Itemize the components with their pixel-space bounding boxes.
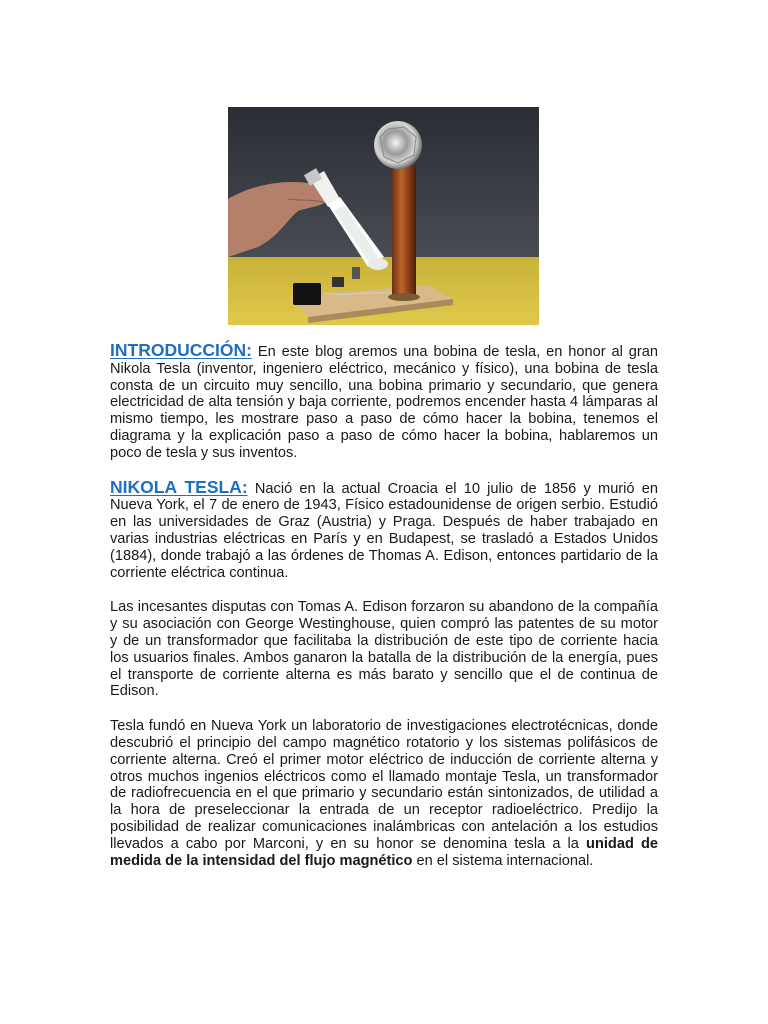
lab-text-2: , y en su honor se denomina tesla a la bbox=[304, 835, 587, 852]
tesla-text: Nació en la actual Croacia el 10 julio de 1856 y murió en Nueva York, el 7 de enero de 1943, Físico estadounidense de origen serbio. Estudió en las universidades de Graz (Austria) y Praga. Después de haber trabajado en varias industrias eléctricas en París y en Budapest, se trasladó a Estados Unidos (1884), donde trabajó a las órdenes de Thomas A. Edison, entonces partidario de la corriente eléctrica continua. bbox=[110, 480, 658, 581]
disputes-text-3: , quien compró las patentes de su motor y de un transformador que facilitaba la distribución de este tipo de corriente hacia los usuarios finales. Ambos ganaron la batalla de la distribución de la energía, pues el transporte de corriente alterna es más barato y sencillo que el de continua de Edison. bbox=[110, 616, 658, 700]
lab-paragraph bbox=[110, 718, 658, 869]
tesla-unit-definition: unidad de medida de la intensidad del flujo magnético bbox=[110, 835, 659, 869]
disputes-paragraph bbox=[110, 599, 658, 700]
westinghouse-link[interactable]: George Westinghouse bbox=[245, 616, 392, 633]
edison-link[interactable]: Edison bbox=[362, 599, 407, 616]
disputes-text-1: Las incesantes disputas con Tomas A. bbox=[110, 599, 363, 616]
tesla-heading: NIKOLA TESLA: bbox=[110, 476, 248, 497]
intro-paragraph bbox=[110, 342, 658, 462]
disputes-text-2: forzaron su abandono de la compañía y su asociación con bbox=[110, 599, 659, 633]
tesla-coil-illustration bbox=[228, 107, 539, 325]
tesla-coil-photo bbox=[228, 107, 539, 325]
intro-heading: INTRODUCCIÓN: bbox=[110, 340, 252, 360]
intro-text: En este blog aremos una bobina de tesla, en honor al gran Nikola Tesla (inventor, ingeniero eléctrico, mecánico y físico), una bobina de tesla consta de un circuito muy sencillo, una bobina primario y secundario, que genera electricidad de alta tensión y baja corriente, podremos encender hasta 4 lámparas al mismo tiempo, les mostrare paso a paso de cómo hacer la bobina, tenemos el diagrama y la explicación paso a paso de cómo hacer la bobina, hablaremos un poco de tesla y sus inventos. bbox=[110, 344, 658, 461]
lab-text-3: en el sistema internacional. bbox=[412, 852, 594, 869]
lab-text-1: Tesla fundó en Nueva York un laboratorio de investigaciones electrotécnicas, donde descubrió el principio del campo magnético rotatorio y los sistemas polifásicos de corriente alterna. Creó el primer motor eléctrico de inducción de corriente alterna y otros muchos ingenios eléctricos como el llamado montaje Tesla, un transformador de radiofrecuencia en el que primario y secundario están sintonizados, de utilidad a la hora de preseleccionar la entrada de un receptor radioeléctrico. Predijo la posibilidad de realizar comunicaciones inalámbricas con antelación a los estudios llevados a cabo por bbox=[110, 718, 658, 852]
tesla-paragraph bbox=[110, 476, 658, 582]
article-body bbox=[110, 342, 658, 886]
marconi-link[interactable]: Marconi bbox=[252, 835, 305, 852]
